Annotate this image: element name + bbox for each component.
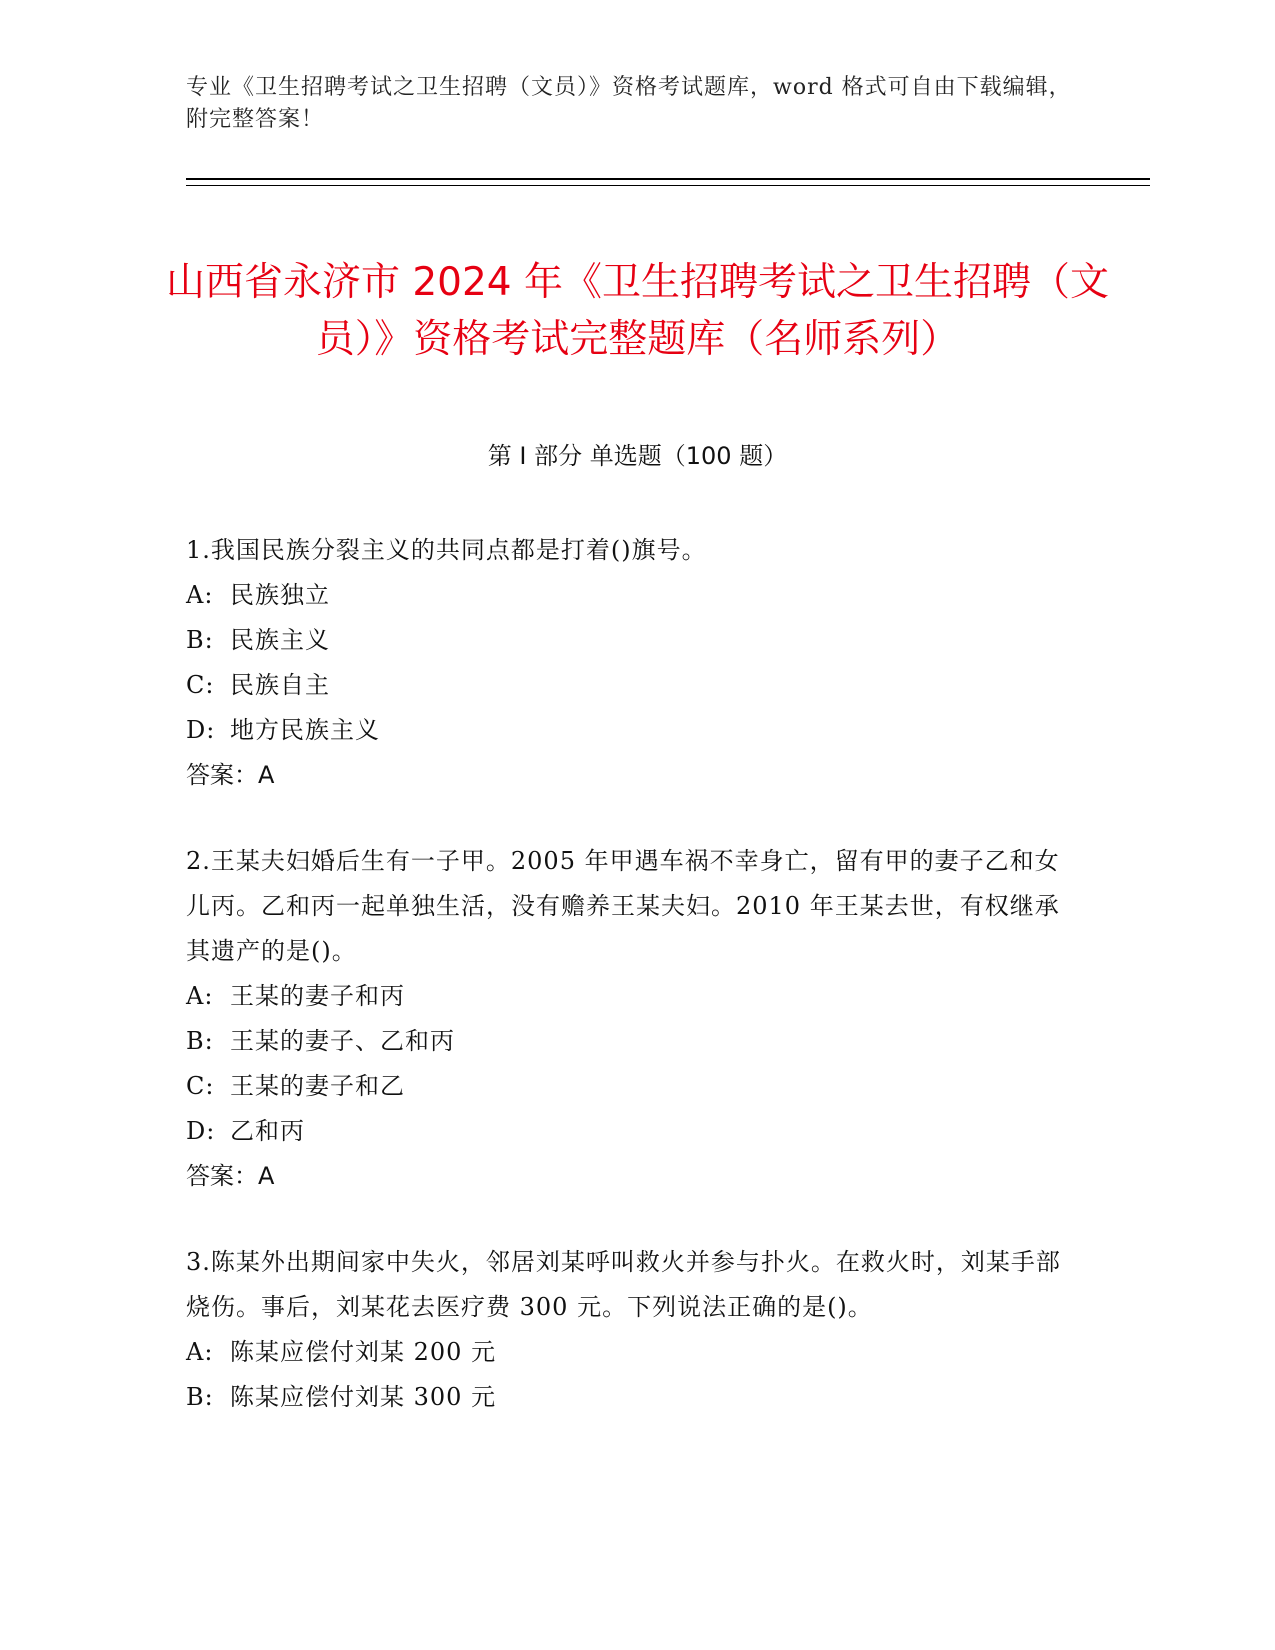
option-d [186,1109,1066,1154]
option-key: B: [186,626,214,654]
option-key: C: [186,1072,215,1100]
option-c [186,663,1066,708]
option-text: 王某的妻子和乙 [230,1072,405,1100]
option-key: A: [186,982,214,1010]
option-b [186,618,1066,663]
answer: 答案：A [186,761,275,789]
option-a [186,573,1066,618]
option-text: 陈某应偿付刘某 200 元 [230,1338,497,1366]
question-2 [186,839,1066,1199]
question-stem: 1.我国民族分裂主义的共同点都是打着()旗号。 [186,536,707,564]
option-text: 民族自主 [230,671,330,699]
section-title: 第 I 部分 单选题（100 题） [487,442,788,470]
question-stem: 2.王某夫妇婚后生有一子甲。2005 年甲遇车祸不幸身亡，留有甲的妻子乙和女儿丙。乙和丙一起单独生活，没有赡养王某夫妇。2010 年王某去世，有权继承其遗产的是()。 [186,847,1060,965]
option-text: 陈某应偿付刘某 300 元 [230,1383,497,1411]
option-key: D: [186,716,216,744]
option-key: B: [186,1027,214,1055]
question-3 [186,1240,1066,1420]
option-key: A: [186,1338,214,1366]
option-text: 民族独立 [230,581,330,609]
option-text: 王某的妻子和丙 [230,982,405,1010]
document-title: 山西省永济市 2024 年《卫生招聘考试之卫生招聘（文员）》资格考试完整题库（名师系列） [165,260,1110,363]
option-key: B: [186,1383,214,1411]
option-b [186,1019,1066,1064]
answer: 答案：A [186,1162,275,1190]
option-d [186,708,1066,753]
question-1 [186,528,1066,798]
option-key: D: [186,1117,216,1145]
header-rule-thin [186,185,1150,186]
option-key: A: [186,581,214,609]
question-stem: 3.陈某外出期间家中失火，邻居刘某呼叫救火并参与扑火。在救火时，刘某手部烧伤。事后，刘某花去医疗费 300 元。下列说法正确的是()。 [186,1248,1061,1321]
header-rule-thick [186,178,1150,180]
option-a [186,974,1066,1019]
option-c [186,1064,1066,1109]
option-text: 民族主义 [230,626,330,654]
option-key: C: [186,671,215,699]
option-text: 王某的妻子、乙和丙 [230,1027,455,1055]
option-text: 乙和丙 [230,1117,305,1145]
option-b [186,1375,1066,1420]
option-text: 地方民族主义 [230,716,380,744]
header-note: 专业《卫生招聘考试之卫生招聘（文员）》资格考试题库，word 格式可自由下载编辑，附完整答案！ [186,75,1072,132]
question-list [186,528,1066,1461]
option-a [186,1330,1066,1375]
